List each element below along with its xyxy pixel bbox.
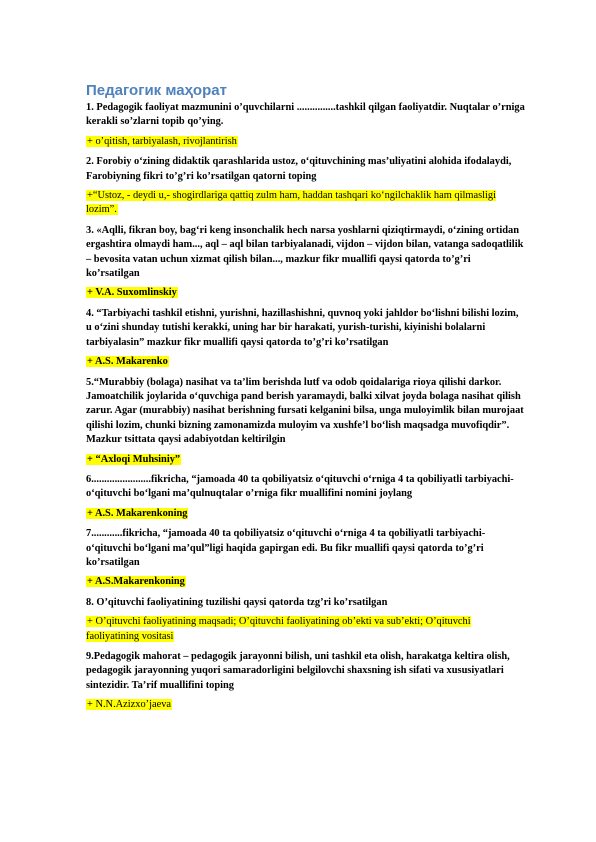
answer-7-highlight: + A.S.Makarenkoning (87, 576, 185, 588)
answer-4-highlight: + A.S. Makarenko (87, 356, 168, 368)
question-8: 8. O’qituvchi faoliyatining tuzilishi qaysi qatorda tzg’ri ko’rsatilgan (86, 596, 388, 608)
answer-9 (86, 698, 526, 712)
answer-7 (86, 575, 526, 589)
answer-5 (86, 453, 526, 467)
answer-9-highlight: + N.N.Azizxo’jaeva (87, 699, 172, 711)
question-1: 1. Pedagogik faoliyat mazmunini o’quvchilarni ...............tashkil qilgan faoliyatdir. Nuqtalar o’rniga kerakli so’zlarni topib qo’ying. (86, 102, 525, 128)
question-9: 9.Pedagogik mahorat – pedagogik jarayonni bilish, uni tashkil eta olish, harakatga keltira olish, pedagogik jarayonning yuqori samaradorligini belgilovchi shaxsning ish sifati va xususiyatlari sintezidir. Ta’rif muallifini toping (86, 651, 510, 691)
question-7: 7............fikricha, “jamoada 40 ta qobiliyatsiz o‘qituvchi o‘rniga 4 ta qobiliyatli tarbiyachi-o‘qituvchi bo‘lgani ma’qul”ligi haqida gapirgan edi. Bu fikr muallifi qaysi qatorda to’g’ri ko’rsatilgan (86, 528, 486, 568)
answer-6-highlight: + A.S. Makarenkoning (87, 507, 188, 519)
answer-4 (86, 355, 526, 369)
answer-6 (86, 507, 526, 521)
question-5: 5.“Murabbiy (bolaga) nasihat va ta’lim berishda lutf va odob qoidalariga rioya qilishi darkor. Jamoatchilik joylarida o‘quvchiga pand berish yaramaydi, balki xilvat joyda bolaga nasihat qilish zarur. Agar (murabbiy) nasihat berishning fursati kelganini bilsa, unga muloyimlik bilan murojaat qilishi lozim, chunki bizning zamonamizda muloyim va xushfe’l bo‘lish maqsadga muvofiqdir”. Mazkur tsittata qaysi adabiyotdan keltirilgin (86, 376, 524, 446)
answer-2 (86, 189, 526, 218)
answer-8 (86, 615, 526, 644)
answer-1-highlight: + o’qitish, tarbiyalash, rivojlantirish (87, 135, 237, 147)
answer-8-highlight: + O’qituvchi faoliyatining maqsadi; O’qituvchi faoliyatining ob’ekti va sub’ekti; O’qituvchi faoliyatining vositasi (86, 616, 471, 642)
question-4: 4. “Tarbiyachi tashkil etishni, yurishni, hazillashishni, quvnoq yoki jahldor bo‘lishni bilishi lozim, u o‘zini shunday tutishi kerakki, uning har bir harakati, yurish-turishi, kiyinishi bolalarni tarbiyalasin” mazkur fikr muallifi qaysi qatorda to’g’ri ko’rsatilgan (86, 307, 519, 348)
question-3: 3. «Aqlli, fikran boy, bag‘ri keng insonchalik hech narsa yoshlarni qiziqtirmaydi, o‘zining ortidan ergashtira olmaydi ham..., aql – aql bilan tarbiyalanadi, vijdon – vijdon bilan, vatanga sadoqatlilik – bevosita vatan uchun xizmat qilish bilan..., mazkur fikr muallifi qaysi qatorda to’g’ri ko’rsatilgan (86, 224, 524, 280)
answer-3-highlight: + V.A. Suxomlinskiy (87, 287, 177, 299)
answer-5-highlight: + “Axloqi Muhsiniy” (87, 453, 181, 465)
document-content (86, 82, 526, 719)
answer-2-highlight: +“Ustoz, - deydi u,- shogirdlariga qattiq zulm ham, haddan tashqari ko‘ngilchaklik ham qilmasligi lozim”. (86, 190, 496, 216)
question-2: 2. Forobiy o‘zining didaktik qarashlarida ustoz, o‘qituvchining mas’uliyatini alohida ifodalaydi, Farobiyning fikri to’g’ri ko’rsatilgan qatorni toping (86, 156, 512, 182)
question-6: 6.......................fikricha, “jamoada 40 ta qobiliyatsiz o‘qituvchi o‘rniga 4 ta qobiliyatli tarbiyachi-o‘qituvchi bo‘lgani ma’qulnuqtalar o’rniga fikr muallifini nomini joylang (86, 473, 514, 500)
document-title: Педагогик маҳорат (86, 82, 227, 99)
answer-3 (86, 286, 526, 300)
answer-1 (86, 135, 526, 149)
